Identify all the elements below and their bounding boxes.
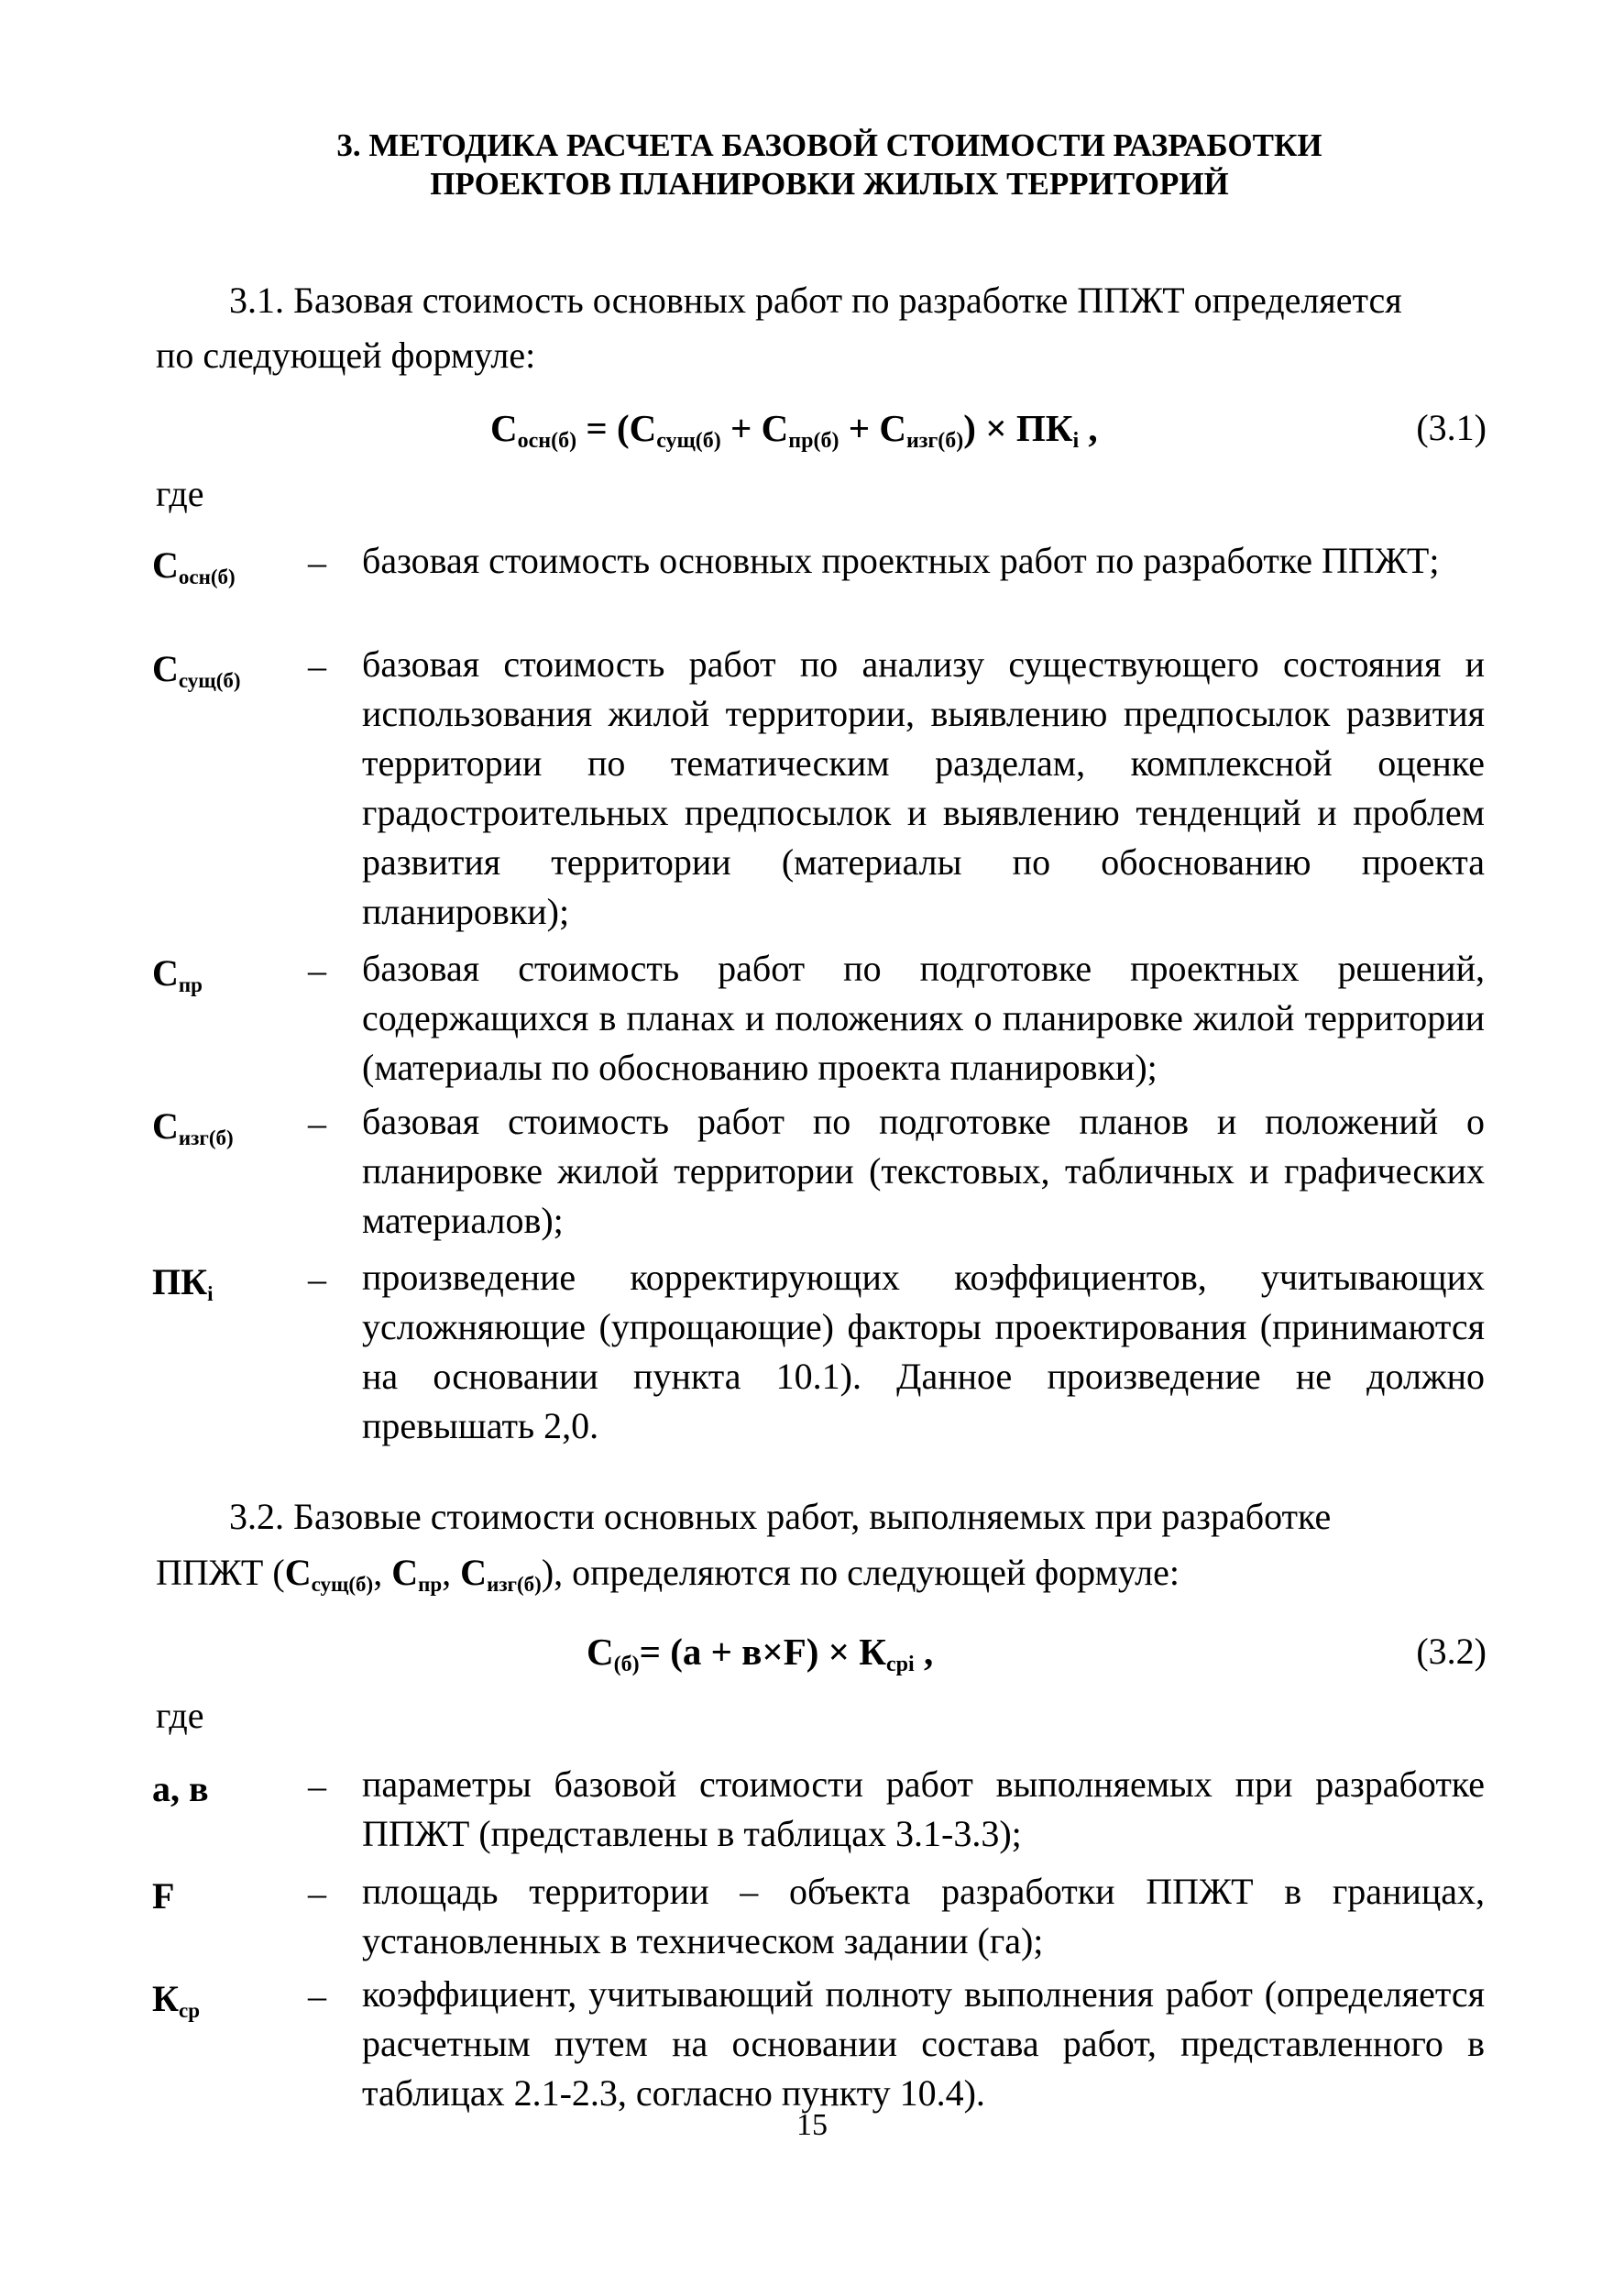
term-c-pr: $С_{пр}$ (152, 952, 203, 996)
term-definition: базовая стоимость работ по анализу существующего состояния и использования жилой территории, выявлению предпосылок развития территории по тематическим разделам, комплексной оценке градостроительных предпосылок и выявлению тенденций и проблем развития территории (материалы по обоснованию проекта планировки); (362, 643, 1485, 932)
term-dash: – (308, 1258, 326, 1300)
term-dash: – (308, 542, 326, 583)
term-dash: – (308, 1765, 326, 1807)
term-dash: – (308, 1103, 326, 1144)
term-k-sr: $К_{ср}$ (152, 1978, 201, 2022)
formula-3-2: $С_{(б)}= (а + в\times F) \times К_{срi}$ , (587, 1631, 934, 1676)
term-definition: базовая стоимость работ по подготовке планов и положений о планировке жилой территории (текстовых, табличных и графических материалов); (362, 1101, 1485, 1241)
term-pk-i: $ПК_i$ (152, 1261, 214, 1305)
term-definition: площадь территории – объекта разработки ППЖТ в границах, установленных в техническом задании (га); (362, 1871, 1485, 1961)
term-c-izg: $С_{изг(б)}$ (152, 1105, 234, 1149)
where-label-1: где (156, 473, 204, 514)
term-c-osn: $С_{осн(б)}$ (152, 544, 236, 588)
formula-3-1: $C_{осн(б)} = (C_{сущ(б)} + C_{пр(б)} + C_{изг(б)}) \times ПК_i$ , (490, 407, 1098, 453)
term-definition: параметры базовой стоимости работ выполняемых при разработке ППЖТ (представлены в таблицах 3.1-3.3); (362, 1763, 1485, 1854)
term-dash: – (308, 950, 326, 991)
heading-line-1: 3. МЕТОДИКА РАСЧЕТА БАЗОВОЙ СТОИМОСТИ РАЗРАБОТКИ (336, 127, 1322, 163)
equation-number-3-2: (3.2) (1416, 1631, 1487, 1672)
term-dash: – (308, 1873, 326, 1914)
term-f: F (152, 1875, 175, 1917)
paragraph-3-2-line-1: 3.2. Базовые стоимости основных работ, выполняемых при разработке (229, 1496, 1332, 1537)
equation-number-3-1: (3.1) (1416, 407, 1487, 448)
term-definition: произведение корректирующих коэффициентов, учитывающих усложняющие (упрощающие) факторы проектирования (принимаются на основании пункта 10.1). Данное произведение не должно превышать 2,0. (362, 1257, 1485, 1446)
term-a-v: а, в (152, 1768, 209, 1809)
term-definition: коэффициент, учитывающий полноту выполнения работ (определяется расчетным путем на основании состава работ, представленного в таблицах 2.1-2.3, согласно пункту 10.4). (362, 1973, 1485, 2114)
heading-line-2: ПРОЕКТОВ ПЛАНИРОВКИ ЖИЛЫХ ТЕРРИТОРИЙ (430, 166, 1229, 202)
term-dash: – (308, 1975, 326, 2016)
section-heading (156, 126, 1503, 203)
paragraph-3-1-line-2: по следующей формуле: (156, 335, 536, 376)
term-definition: базовая стоимость основных проектных работ по разработке ППЖТ; (362, 540, 1440, 581)
paragraph-3-2-line-2: ППЖТ ($С_{сущ(б)}$, $С_{пр}$, $С_{изг(б)}$), определяются по следующей формуле: (156, 1552, 1180, 1596)
term-c-sush: $С_{сущ(б)}$ (152, 648, 241, 692)
page-number: 15 (796, 2108, 828, 2142)
where-label-2: где (156, 1695, 204, 1736)
paragraph-3-1-line-1: 3.1. Базовая стоимость основных работ по разработке ППЖТ определяется (229, 280, 1402, 321)
term-dash: – (308, 645, 326, 687)
term-definition: базовая стоимость работ по подготовке проектных решений, содержащихся в планах и положениях о планировке жилой территории (материалы по обоснованию проекта планировки); (362, 948, 1485, 1088)
